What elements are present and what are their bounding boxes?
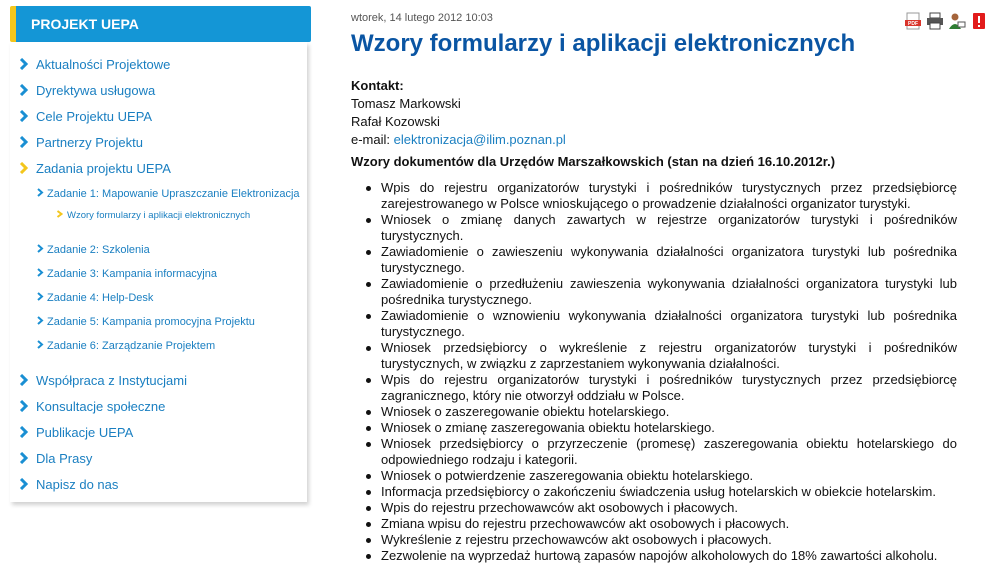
sidebar-item-konsultacje[interactable] <box>18 397 165 417</box>
sidebar-subitem-label: Zadanie 1: Mapowanie Upraszczanie Elektronizacja <box>47 188 300 200</box>
sidebar-subitem-zadanie-5[interactable] <box>36 314 255 330</box>
list-item[interactable]: Zmiana wpisu do rejestru przechowawców akt osobowych i płacowych. <box>351 516 957 532</box>
sidebar-subitem-zadanie-1[interactable] <box>36 186 300 202</box>
chevron-right-icon <box>18 162 30 174</box>
list-item[interactable]: Wniosek przedsiębiorcy o wykreślenie z rejestru organizatorów turystyki i pośredników turystycznych, w związku z zaprzestaniem wykonywania działalności. <box>351 340 957 372</box>
sidebar-item-label: Konsultacje społeczne <box>36 399 166 414</box>
sidebar-subitem-label: Zadanie 5: Kampania promocyjna Projektu <box>47 316 255 328</box>
sidebar-subitem-label: Wzory formularzy i aplikacji elektronicznych <box>67 210 251 221</box>
sidebar-subitem-wzory-formularzy[interactable] <box>56 209 250 223</box>
sidebar-item-label: Zadania projektu UEPA <box>36 161 171 176</box>
page-title: Wzory formularzy i aplikacji elektronicznych <box>351 30 856 57</box>
list-item[interactable]: Zawiadomienie o wznowieniu wykonywania działalności organizatora turystyki lub pośrednika turystycznego. <box>351 308 957 340</box>
list-item[interactable]: Wniosek o zmianę zaszeregowania obiektu hotelarskiego. <box>351 420 957 436</box>
sidebar-menu <box>10 42 307 502</box>
chevron-right-icon <box>36 340 44 349</box>
chevron-right-icon <box>18 136 30 148</box>
chevron-right-icon <box>18 452 30 464</box>
article <box>351 0 986 563</box>
list-item[interactable]: Wpis do rejestru organizatorów turystyki i pośredników turystycznych przez przedsiębiorcę zarejestrowanego w Polsce wnioskującego o prowadzenie działalności organizator turystyki. <box>351 180 957 212</box>
sidebar-item-wspolpraca[interactable] <box>18 371 187 391</box>
list-item[interactable]: Wniosek o zmianę danych zawartych w rejestrze organizatorów turystyki i pośredników turystycznych. <box>351 212 957 244</box>
sidebar-item-partnerzy[interactable] <box>18 133 143 153</box>
list-item[interactable]: Wpis do rejestru przechowawców akt osobowych i płacowych. <box>351 500 957 516</box>
chevron-right-icon <box>18 110 30 122</box>
documents-list <box>351 180 957 564</box>
contact-person: Rafał Kozowski <box>351 114 440 129</box>
chevron-right-icon <box>36 292 44 301</box>
sidebar-item-label: Aktualności Projektowe <box>36 57 171 72</box>
list-item[interactable]: Wpis do rejestru organizatorów turystyki i pośredników turystycznych przez przedsiębiorcę zagranicznego, który nie otworzył oddziału w Polsce. <box>351 372 957 404</box>
article-date: wtorek, 14 lutego 2012 10:03 <box>351 12 493 24</box>
contact-email-row <box>351 132 566 147</box>
sidebar-subitem-zadanie-4[interactable] <box>36 290 153 306</box>
email-link[interactable]: elektronizacja@ilim.poznan.pl <box>393 132 566 147</box>
sidebar <box>10 6 311 502</box>
sidebar-item-label: Napisz do nas <box>36 477 119 492</box>
list-item[interactable]: Informacja przedsiębiorcy o zakończeniu świadczenia usług hotelarskich w obiekcie hotelarskim. <box>351 484 957 500</box>
sidebar-item-label: Publikacje UEPA <box>36 425 134 440</box>
sidebar-item-publikacje[interactable] <box>18 423 133 443</box>
pdf-icon[interactable] <box>904 12 922 30</box>
list-item[interactable]: Zawiadomienie o zawieszeniu wykonywania działalności organizatora turystyki lub pośrednika turystycznego. <box>351 244 957 276</box>
chevron-right-icon <box>18 478 30 490</box>
chevron-right-icon <box>36 316 44 325</box>
contact-person: Tomasz Markowski <box>351 96 461 111</box>
sidebar-item-label: Współpraca z Instytucjami <box>36 373 187 388</box>
list-item[interactable]: Wykreślenie z rejestru przechowawców akt osobowych i płacowych. <box>351 532 957 548</box>
sidebar-item-label: Cele Projektu UEPA <box>36 109 153 124</box>
list-item[interactable]: Wniosek o potwierdzenie zaszeregowania obiektu hotelarskiego. <box>351 468 957 484</box>
email-icon[interactable] <box>948 12 966 30</box>
sidebar-item-aktualnosci[interactable] <box>18 55 170 75</box>
section-heading: Wzory dokumentów dla Urzędów Marszałkowskich (stan na dzień 16.10.2012r.) <box>351 154 836 169</box>
sidebar-item-label: Dyrektywa usługowa <box>36 83 156 98</box>
sidebar-subitem-label: Zadanie 2: Szkolenia <box>47 244 150 256</box>
chevron-right-icon <box>36 268 44 277</box>
chevron-right-icon <box>36 188 44 197</box>
sidebar-item-dyrektywa[interactable] <box>18 81 155 101</box>
sidebar-item-cele[interactable] <box>18 107 152 127</box>
sidebar-subitem-label: Zadanie 3: Kampania informacyjna <box>47 268 217 280</box>
chevron-right-icon <box>18 400 30 412</box>
list-item[interactable]: Zawiadomienie o przedłużeniu zawieszenia wykonywania działalności organizatora turystyki lub pośrednika turystycznego. <box>351 276 957 308</box>
sidebar-item-napisz[interactable] <box>18 475 118 495</box>
sidebar-subitem-zadanie-6[interactable] <box>36 338 215 354</box>
sidebar-header: PROJEKT UEPA <box>10 6 311 42</box>
sidebar-item-dla-prasy[interactable] <box>18 449 92 469</box>
chevron-right-icon <box>18 84 30 96</box>
svg-text:PDF: PDF <box>908 21 918 27</box>
sidebar-item-label: Partnerzy Projektu <box>36 135 143 150</box>
list-item[interactable]: Wniosek przedsiębiorcy o przyrzeczenie (promesę) zaszeregowania obiektu hotelarskiego do odpowiedniego rodzaju i kategorii. <box>351 436 957 468</box>
sidebar-subitem-zadanie-2[interactable] <box>36 242 150 258</box>
report-icon[interactable] <box>970 12 988 30</box>
sidebar-subitem-label: Zadanie 6: Zarządzanie Projektem <box>47 340 216 352</box>
list-item[interactable]: Zezwolenie na wyprzedaż hurtową zapasów napojów alkoholowych do 18% zawartości alkoholu. <box>351 548 957 564</box>
chevron-right-icon <box>18 426 30 438</box>
chevron-right-icon <box>18 374 30 386</box>
chevron-right-icon <box>56 210 63 218</box>
sidebar-item-zadania[interactable] <box>18 159 171 179</box>
sidebar-subitem-label: Zadanie 4: Help-Desk <box>47 292 154 304</box>
chevron-right-icon <box>36 244 44 253</box>
print-icon[interactable] <box>926 12 944 30</box>
sidebar-subitem-zadanie-3[interactable] <box>36 266 217 282</box>
sidebar-item-label: Dla Prasy <box>36 451 93 466</box>
email-label: e-mail: <box>351 132 391 147</box>
contact-heading: Kontakt: <box>351 78 404 93</box>
chevron-right-icon <box>18 58 30 70</box>
list-item[interactable]: Wniosek o zaszeregowanie obiektu hotelarskiego. <box>351 404 957 420</box>
